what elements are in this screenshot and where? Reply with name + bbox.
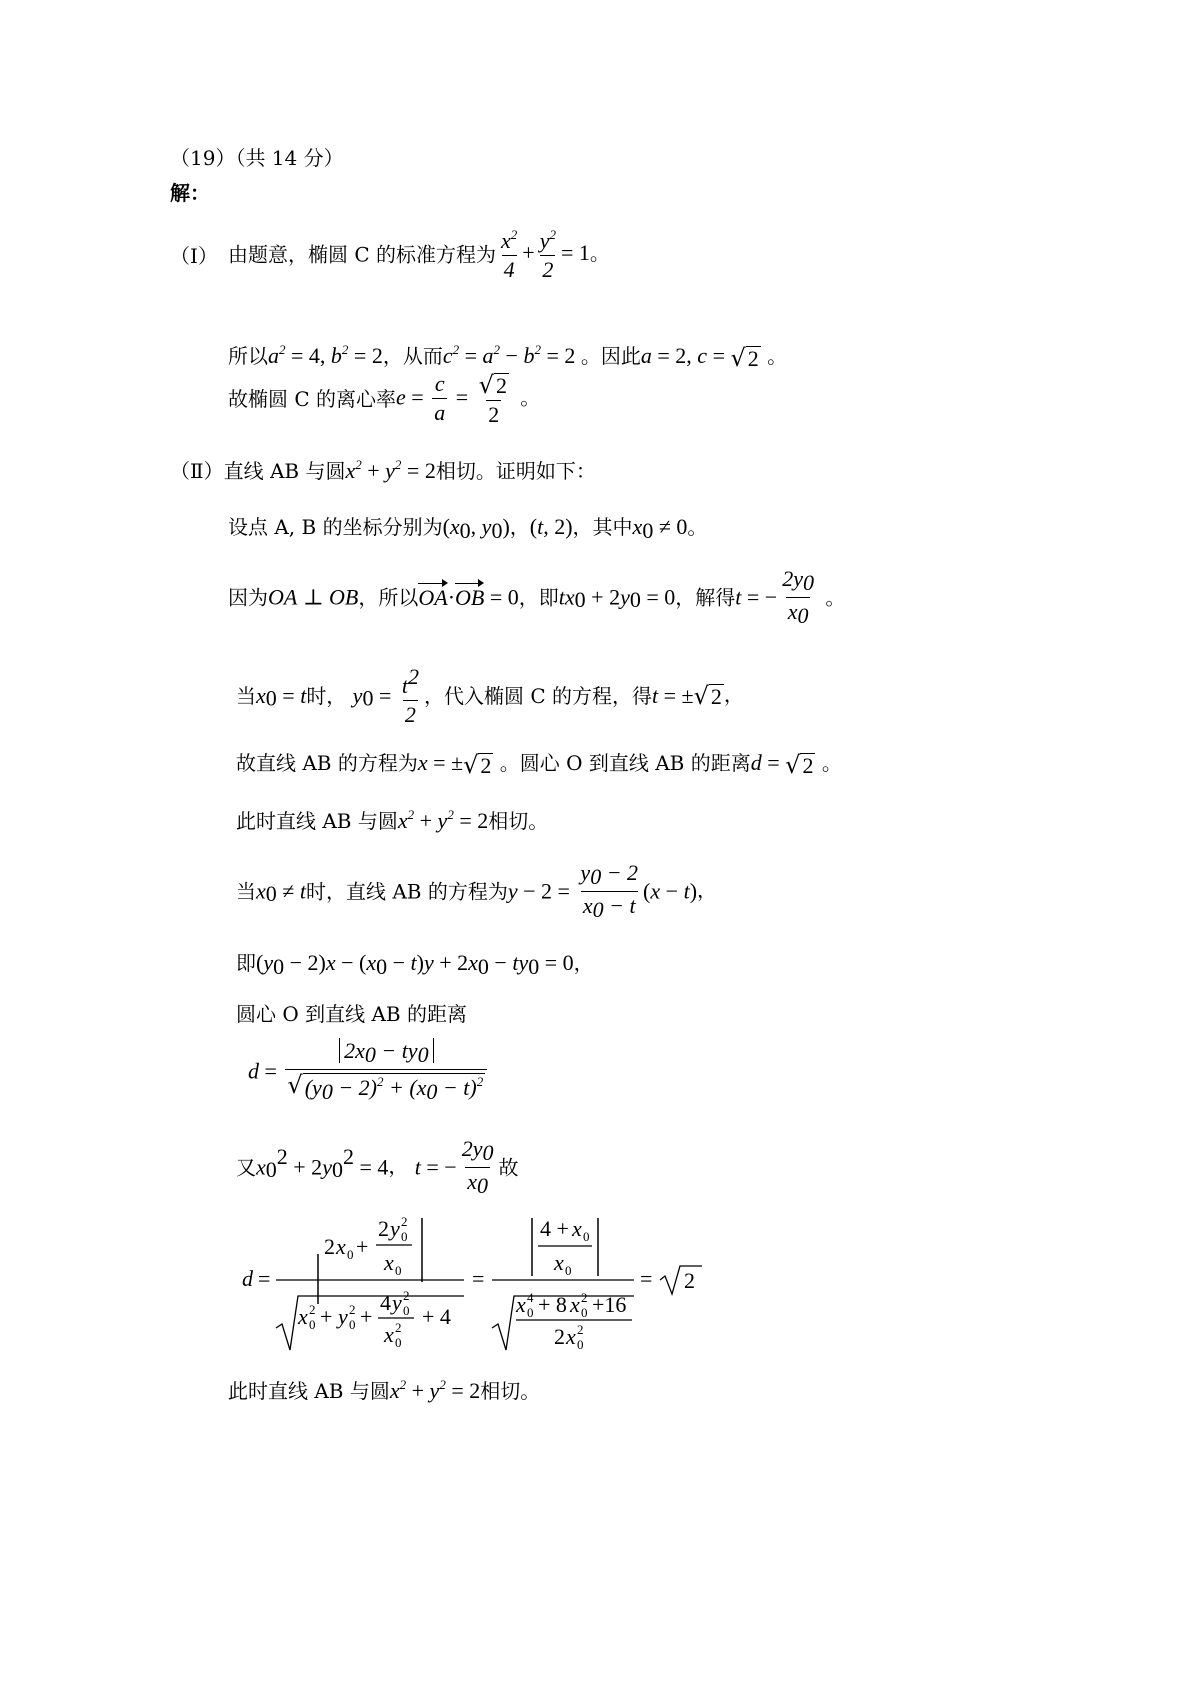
svg-text:x: x <box>384 1322 394 1347</box>
svg-text:2: 2 <box>378 1216 389 1241</box>
part1-line2: 所以$a^2 = 4$, $b^2 = 2$，从而$c^2 = a^2 - b^2 = 2$ 。因此a = 2, c = √ 2 。 <box>228 342 788 372</box>
svg-text:0: 0 <box>565 1263 572 1278</box>
distance-formula-1: d = $2x_0 - ty_0$ √ $(y_0 - 2)^2 + (x_0 - t)^2$ <box>248 1040 490 1103</box>
text: ，代入椭圆 C 的方程，得 <box>423 684 653 708</box>
period: 。 <box>825 585 846 610</box>
svg-text:4: 4 <box>380 1290 391 1315</box>
period: 。 <box>589 241 610 265</box>
svg-text:=: = <box>258 1266 271 1291</box>
text: 所以 <box>228 344 268 368</box>
svg-text:0: 0 <box>581 1305 588 1320</box>
svg-text:x: x <box>572 1216 582 1241</box>
svg-text:2: 2 <box>684 1268 695 1293</box>
part2-line3: 因为OA ⊥ OB，所以OA·OB = 0，即$tx_0 + 2y_0 = 0$，解得t = − $\frac{2y_0}{x_0}$ 。 <box>228 566 846 628</box>
text: 当 <box>236 684 256 708</box>
svg-text:4: 4 <box>527 1290 534 1305</box>
part2-line6: 此时直线 AB 与圆$x^2 + y^2 = 2$相切。 <box>236 807 549 833</box>
part1-line1: 由题意，椭圆 C 的标准方程为 $\frac{x^2}{4}$ + $\frac{y^2}{2}$ = 1。 <box>228 227 610 282</box>
text: ，从而 <box>382 344 443 368</box>
problem-header: （19）（共 14 分） <box>170 146 344 170</box>
svg-text:x: x <box>566 1324 576 1349</box>
part2-line9: 圆心 O 到直线 AB 的距离 <box>236 1002 467 1026</box>
text: ，其中 <box>572 515 633 539</box>
svg-text:+: + <box>360 1304 373 1329</box>
svg-text:0: 0 <box>577 1337 584 1352</box>
text: 因为 <box>228 585 268 610</box>
text: 此时直线 AB 与圆 <box>228 1379 390 1403</box>
svg-text:x: x <box>570 1292 580 1317</box>
period: 。 <box>687 515 708 539</box>
text: 由题意，椭圆 C 的标准方程为 <box>228 242 497 267</box>
svg-text:0: 0 <box>349 1317 356 1332</box>
distance-formula-2 <box>236 1200 796 1370</box>
text: 直线 AB 与圆 <box>223 459 346 483</box>
svg-text:0: 0 <box>347 1247 354 1262</box>
text: 此时直线 AB 与圆 <box>236 809 398 833</box>
svg-text:y: y <box>338 1304 348 1329</box>
part2-line2: 设点 A, B 的坐标分别为($x_0$, $y_0$)，(t, 2)，其中$x_0 \ne 0$。 <box>228 514 708 543</box>
text: 相切。 <box>488 809 549 833</box>
part2-line5: 故直线 AB 的方程为x = ± √ 2 。圆心 O 到直线 AB 的距离d = √ 2 。 <box>236 750 842 779</box>
part2-line13: 此时直线 AB 与圆$x^2 + y^2 = 2$相切。 <box>228 1377 541 1403</box>
svg-text:x: x <box>554 1250 564 1275</box>
text: ，即 <box>518 585 559 610</box>
text: ，所以 <box>358 585 419 610</box>
period: 。 <box>821 751 842 775</box>
part2-line8: 即$(y_0 - 2)x - (x_0 - t)y + 2x_0 - ty_0 = 0$， <box>236 950 594 979</box>
svg-text:2: 2 <box>309 1302 316 1317</box>
svg-text:+: + <box>356 1234 369 1259</box>
svg-text:2: 2 <box>349 1302 356 1317</box>
text: 相切。证明如下： <box>435 459 596 483</box>
svg-text:d: d <box>242 1266 253 1291</box>
text: 即 <box>236 951 256 975</box>
text: ，解得 <box>675 585 736 610</box>
svg-text:2: 2 <box>577 1322 584 1337</box>
svg-text:0: 0 <box>527 1305 534 1320</box>
part2-line7: 当$x_0 \ne t$时，直线 AB 的方程为y − 2 = $\frac{y_0 - 2}{x_0 - t}$ (x − t)， <box>236 860 718 922</box>
svg-text:2: 2 <box>324 1234 335 1259</box>
svg-text:4 +: 4 + <box>540 1216 569 1241</box>
part2-line11: 又$x_0^2 + 2y_0^2 = 4$， t = − $\frac{2y_0}{x_0}$ 故 <box>236 1136 519 1198</box>
svg-text:0: 0 <box>403 1303 410 1318</box>
svg-text:0: 0 <box>401 1229 408 1244</box>
svg-text:2: 2 <box>401 1214 408 1229</box>
solution-label: 解： <box>170 181 210 205</box>
svg-text:0: 0 <box>395 1263 402 1278</box>
part2-label: （Ⅱ） <box>170 459 224 483</box>
text: 相切。 <box>480 1379 541 1403</box>
svg-text:x: x <box>336 1234 346 1259</box>
text: 。圆心 O 到直线 AB 的距离 <box>499 751 751 775</box>
svg-text:+ 4: + 4 <box>422 1304 451 1329</box>
svg-text:y: y <box>390 1216 400 1241</box>
svg-text:x: x <box>384 1250 394 1275</box>
svg-text:=: = <box>640 1266 653 1291</box>
period: 。 <box>520 385 541 410</box>
svg-text:2: 2 <box>403 1288 410 1303</box>
part1-line3: 故椭圆 C 的离心率e = $\frac{c}{a}$ = √ 2 2 。 <box>228 370 541 427</box>
text: 故 <box>498 1155 519 1180</box>
svg-text:0: 0 <box>583 1229 590 1244</box>
text: 当 <box>236 879 256 904</box>
svg-text:2: 2 <box>581 1290 588 1305</box>
svg-text:2: 2 <box>554 1324 565 1349</box>
svg-text:x: x <box>298 1304 308 1329</box>
text: 故椭圆 C 的离心率 <box>228 386 397 411</box>
part1-label: （I） <box>170 244 218 268</box>
svg-text:x: x <box>516 1292 526 1317</box>
svg-text:0: 0 <box>395 1335 402 1350</box>
svg-text:+: + <box>320 1304 333 1329</box>
text: 时， <box>306 684 347 708</box>
text: 又 <box>236 1155 256 1180</box>
text: 故直线 AB 的方程为 <box>236 751 418 775</box>
svg-text:+16: +16 <box>592 1292 627 1317</box>
svg-text:0: 0 <box>309 1317 316 1332</box>
text: 设点 A, B 的坐标分别为 <box>228 515 443 539</box>
svg-text:y: y <box>392 1290 402 1315</box>
svg-text:=: = <box>472 1266 485 1291</box>
part2-line4: 当$x_0 = t$时， $y_0$ = $\frac{t^2}{2}$ ，代入椭圆 C 的方程，得t = ± √ 2 ， <box>236 664 744 727</box>
part2-line1: （Ⅱ）直线 AB 与圆$x^2 + y^2 = 2$相切。证明如下： <box>170 457 596 483</box>
text: 。因此 <box>580 344 641 368</box>
period: 。 <box>767 344 788 368</box>
svg-text:2: 2 <box>395 1320 402 1335</box>
text: 时，直线 AB 的方程为 <box>305 879 508 904</box>
svg-text:+ 8: + 8 <box>538 1292 567 1317</box>
